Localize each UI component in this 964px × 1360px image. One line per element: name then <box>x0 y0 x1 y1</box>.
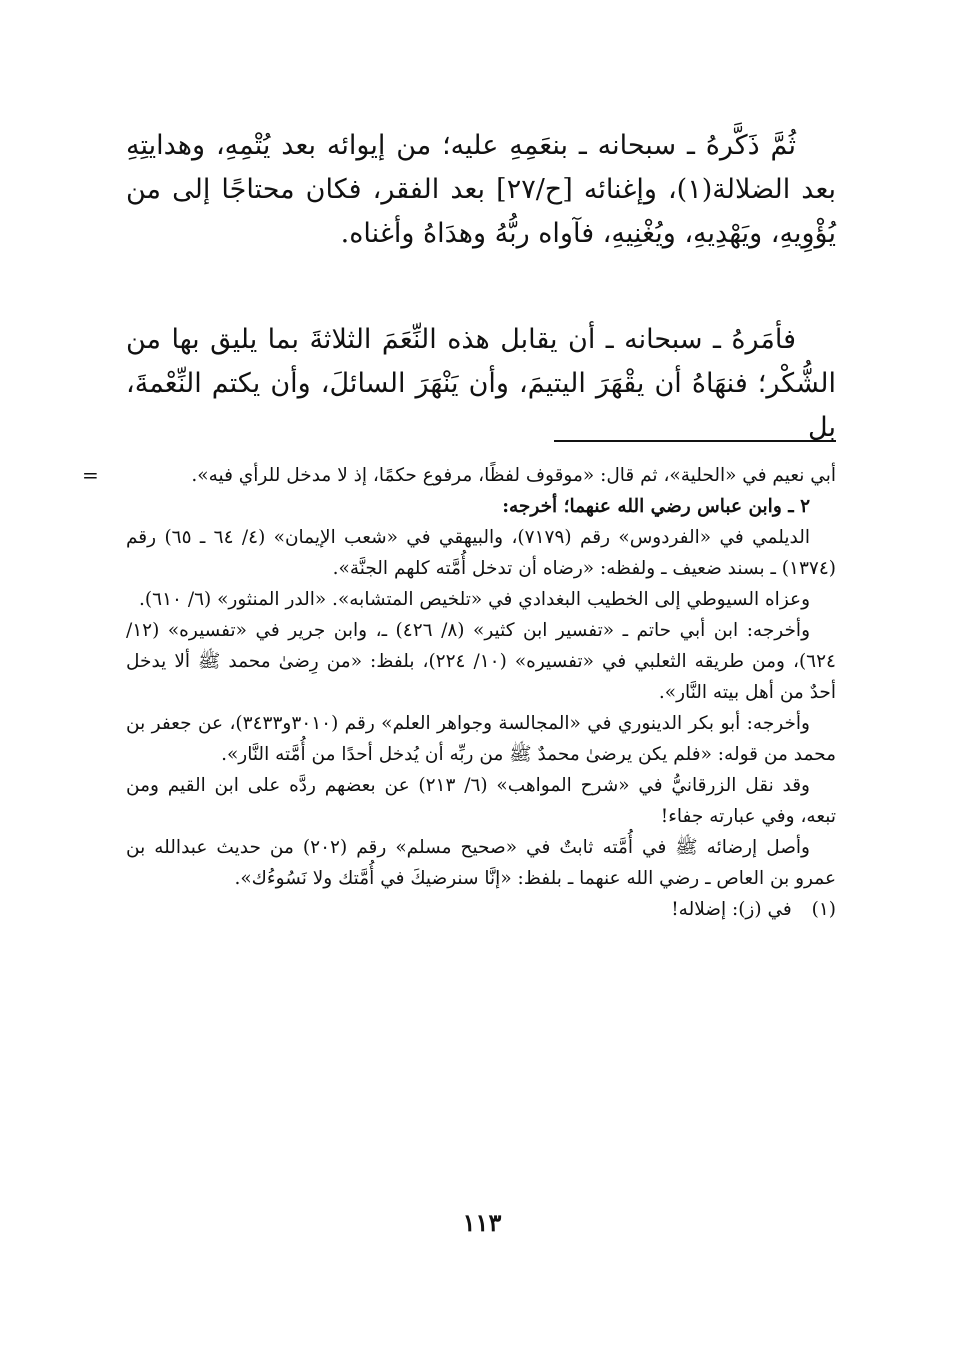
main-text-block-1 <box>126 124 836 256</box>
main-paragraph-1: ثُمَّ ذَكَّرهُ ـ سبحانه ـ بنعَمِهِ عليه؛ من إيوائه بعد يُتْمِهِ، وهدايتِهِ بعد الضلالة(١)، وإغنائه [ح/٢٧] بعد الفقر، فكان محتاجًا إلى من يُؤْوِيهِ، ويَهْدِيهِ، ويُغْنِيهِ، فآواه ربُّهُ وهدَاهُ وأغناه. <box>126 130 836 249</box>
footnote-separator <box>554 440 836 442</box>
main-text-block-2 <box>126 318 836 450</box>
footnote-1 <box>126 894 836 925</box>
page-number: ١١٣ <box>462 1208 502 1237</box>
footnote-continuation-text: أبي نعيم في «الحلية»، ثم قال: «موقوف لفظًا، مرفوع حكمًا، إذ لا مدخل للرأي فيه». <box>191 465 836 486</box>
continuation-marker: = <box>82 463 99 487</box>
main-paragraph-2: فأمَرهُ ـ سبحانه ـ أن يقابل هذه النِّعَمَ الثلاثةَ بما يليق بها من الشُّكْر؛ فنهَاهُ أن يقْهَرَ اليتيمَ، وأن يَنْهَرَ السائلَ، وأن يكتم النِّعْمةَ، بل <box>126 324 836 443</box>
footnote-paragraph: وأخرجه: أبو بكر الدينوري في «المجالسة وجواهر العلم» رقم (٣٠١٠و٣٤٣٣)، عن جعفر بن محمد من قوله: «فلم يكن يرضىٰ محمدٌ ﷺ من ربِّه أن يُدخل أحدًا من أُمَّته النَّار». <box>126 713 836 765</box>
footnote-paragraph: وعزاه السيوطي إلى الخطيب البغدادي في «تلخيص المتشابه». «الدر المنثور» (٦/ ٦١٠). <box>139 589 810 610</box>
footnote-paragraph: وأصل إرضائه ﷺ في أُمَّته ثابتٌ في «صحيح مسلم» رقم (٢٠٢) من حديث عبدالله بن عمرو بن العاص ـ رضي الله عنهما ـ بلفظ: «إنَّا سنرضيكَ في أُمَّتك ولا نَسُوءُك». <box>126 837 836 889</box>
footnote-heading: ٢ ـ وابن عباس رضي الله عنهما؛ أخرجه: <box>502 496 810 517</box>
footnote-1-number: (١) <box>811 899 836 920</box>
footnote-paragraph: الديلمي في «الفردوس» رقم (٧١٧٩)، والبيهقي في «شعب الإيمان» (٤/ ٦٤ ـ ٦٥) رقم (١٣٧٤) ـ بسند ضعيف ـ ولفظه: «رضاه أن تدخل أُمَّته كلهم الجنَّة». <box>126 527 836 579</box>
footnote-paragraph: وقد نقل الزرقانيُّ في «شرح المواهب» (٦/ ٢١٣) عن بعضهم ردَّه على ابن القيم ومن تبعه، وفي عبارته جفاء! <box>126 775 836 827</box>
footnote-1-text: في (ز): إضلاله! <box>671 899 792 920</box>
footnotes-section <box>82 460 836 925</box>
footnote-paragraph: وأخرجه: ابن أبي حاتم ـ «تفسير ابن كثير» (٨/ ٤٢٦) ـ، وابن جرير في «تفسيره» (١٢/ ٦٢٤)، ومن طريقه الثعلبي في «تفسيره» (١٠/ ٢٢٤)، بلفظ: «من رِضىٰ محمد ﷺ ألا يدخل أحدٌ من أهل بيته النَّار». <box>126 620 836 703</box>
footnote-continuation <box>82 460 836 491</box>
